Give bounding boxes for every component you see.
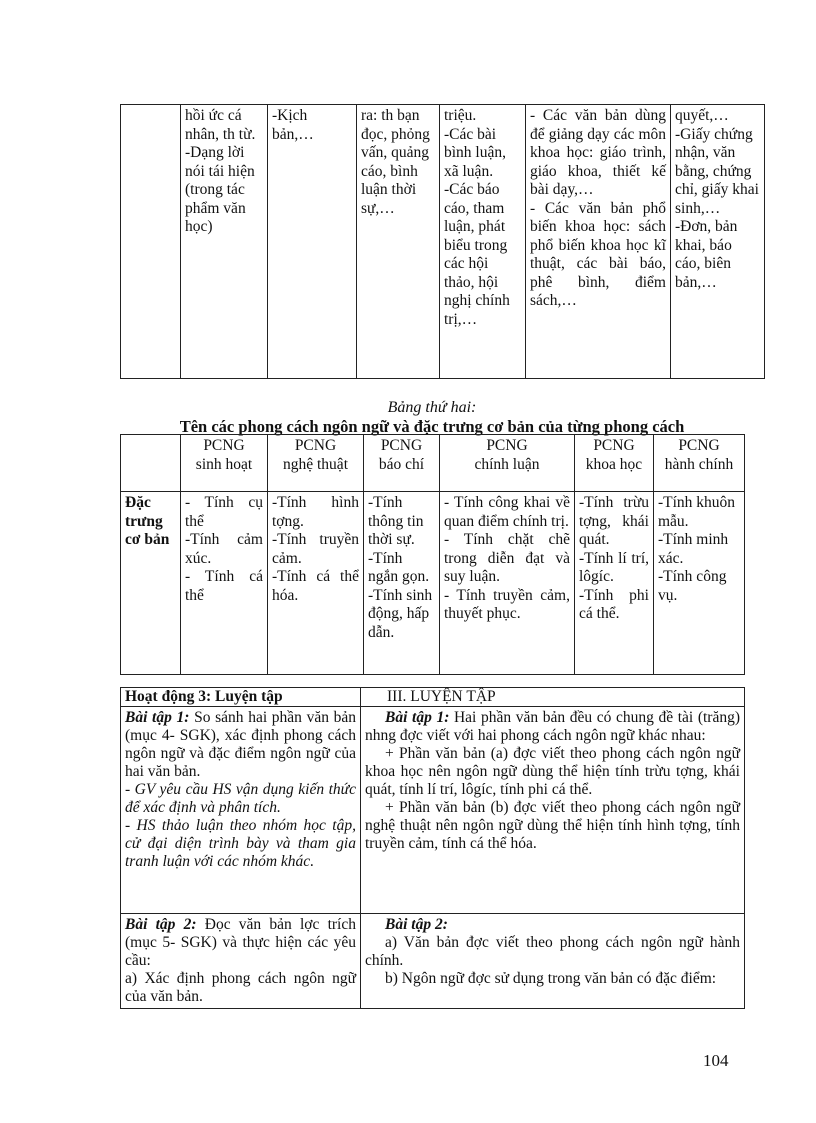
table-row <box>121 105 765 379</box>
table-row <box>121 492 745 675</box>
column-header: PCNG báo chí <box>364 435 440 492</box>
table-subtitle: Bảng thứ hai: <box>387 399 477 416</box>
exercise-title: Bài tập 2: <box>385 916 448 933</box>
exercise-text: So sánh hai phần văn bản (mục 4- SGK), xác định phong cách ngôn ngữ và đặc điểm ngôn ngữ của hai văn bản. <box>125 709 356 780</box>
column-header: PCNG nghệ thuật <box>268 435 364 492</box>
column-header: PCNG sinh hoạt <box>181 435 268 492</box>
student-note: - HS thảo luận theo nhóm học tập, cử đại diện trình bày và tham gia tranh luận với các nhóm khác. <box>125 817 356 870</box>
table-cell <box>121 105 181 379</box>
styles-characteristics-table <box>120 434 745 675</box>
exercise-text: Đọc văn bản lợc trích (mục 5- SGK) và thực hiện các yêu cầu: <box>125 916 356 969</box>
table-header-row <box>121 435 745 492</box>
answer-part-b: + Phần văn bản (b) đợc viết theo phong cách ngôn ngữ nghệ thuật nên ngôn ngữ dùng thể hiện tính hình tợng, tính truyền cảm, tính cá thể hóa. <box>365 799 740 852</box>
exercise-title: Bài tập 1: <box>385 709 450 726</box>
column-header: PCNG khoa học <box>575 435 654 492</box>
table-header-row <box>121 688 745 707</box>
answer-part-a: a) Văn bản đợc viết theo phong cách ngôn ngữ hành chính. <box>365 934 740 969</box>
table-cell: quyết,… -Giấy chứng nhận, văn bằng, chứng chỉ, giấy khai sinh,… -Đơn, bản khai, báo cáo, biên bản,… <box>671 105 765 379</box>
styles-table-continuation <box>120 104 765 379</box>
table-cell: hồi ức cá nhân, th từ. -Dạng lời nói tái hiện (trong tác phẩm văn học) <box>181 105 268 379</box>
requirement-a: a) Xác định phong cách ngôn ngữ của văn bản. <box>125 970 356 1005</box>
column-header: PCNG chính luận <box>440 435 575 492</box>
table-cell: -Tính thông tin thời sự. -Tính ngắn gọn. -Tính sinh động, hấp dẫn. <box>364 492 440 675</box>
table-cell: ra: th bạn đọc, phỏng vấn, quảng cáo, bình luận thời sự,… <box>357 105 440 379</box>
exercise2-answer <box>361 914 745 1009</box>
table-title: Tên các phong cách ngôn ngữ và đặc trưng cơ bản của từng phong cách <box>179 417 685 436</box>
table-row <box>121 707 745 914</box>
page-number: 104 <box>703 1051 729 1070</box>
exercise-text: Hai phần văn bản đều có chung đề tài (trăng) nhng đợc viết với hai phong cách ngôn ngữ khác nhau: <box>365 709 740 744</box>
exercise-title: Bài tập 1: <box>125 709 190 726</box>
column-header <box>121 435 181 492</box>
answer-part-a: + Phần văn bản (a) đợc viết theo phong cách ngôn ngữ khoa học nên ngôn ngữ dùng thể hiện tính trừu tợng, khái quát, tính lí trí, lôgíc, tính phi cá thể. <box>365 745 740 798</box>
table-row <box>121 914 745 1009</box>
table-cell: - Các văn bản dùng để giảng dạy các môn khoa học: giáo trình, giáo khoa, thiết kế bài dạy,… - Các văn bản phổ biến khoa học: sách phổ biến khoa học kĩ thuật, các bài báo, phê bình, điểm sách,… <box>526 105 671 379</box>
column-header: PCNG hành chính <box>654 435 745 492</box>
table-cell: -Tính trừu tợng, khái quát. -Tính lí trí, lôgíc. -Tính phi cá thể. <box>575 492 654 675</box>
table-cell: - Tính công khai về quan điểm chính trị. - Tính chặt chẽ trong diễn đạt và suy luận. - Tính truyền cảm, thuyết phục. <box>440 492 575 675</box>
table-cell: -Tính khuôn mẫu. -Tính minh xác. -Tính công vụ. <box>654 492 745 675</box>
exercise1-instructions <box>121 707 361 914</box>
exercise2-instructions <box>121 914 361 1009</box>
section-header: III. LUYỆN TẬP <box>361 688 745 707</box>
table-cell: -Kịch bản,… <box>268 105 357 379</box>
activity-header: Hoạt động 3: Luyện tập <box>121 688 361 707</box>
table-cell: -Tính hình tợng. -Tính truyền cảm. -Tính cá thể hóa. <box>268 492 364 675</box>
practice-table <box>120 687 745 1009</box>
answer-part-b: b) Ngôn ngữ đợc sử dụng trong văn bản có đặc điểm: <box>385 970 717 987</box>
table-cell: triệu. -Các bài bình luận, xã luận. -Các báo cáo, tham luận, phát biểu trong các hội thảo, hội nghị chính trị,… <box>440 105 526 379</box>
teacher-note: - GV yêu cầu HS vận dụng kiến thức để xác định và phân tích. <box>125 781 356 816</box>
row-label: Đặc trưng cơ bản <box>121 492 181 675</box>
exercise1-answer <box>361 707 745 914</box>
table-cell: - Tính cụ thể -Tính cảm xúc. - Tính cá thể <box>181 492 268 675</box>
exercise-title: Bài tập 2: <box>125 916 197 933</box>
